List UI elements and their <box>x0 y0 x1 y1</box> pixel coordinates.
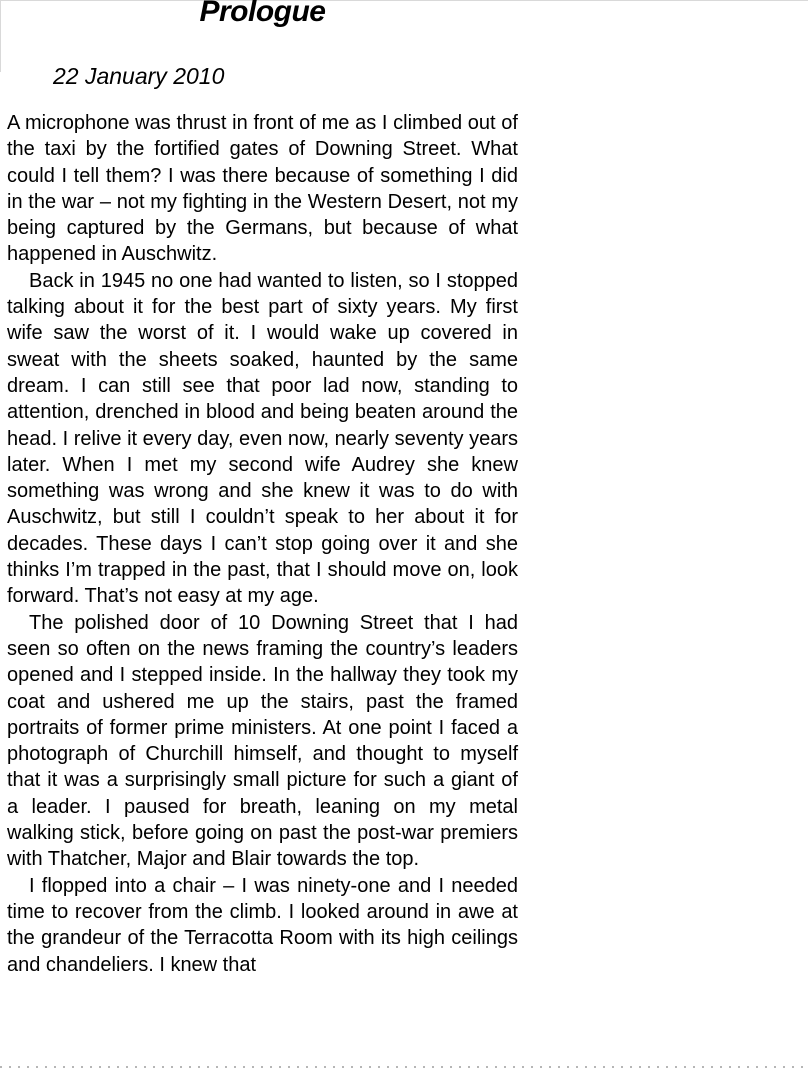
date-line: 22 January 2010 <box>53 63 225 89</box>
paragraph-2: Back in 1945 no one had wanted to listen, so I stopped talking about it for the best part of sixty years. My first wife saw the worst of it. I would wake up covered in sweat with the sheets soaked, haunted by the same dream. I can still see that poor lad now, standing to attention, drenched in blood and being beaten around the head. I relive it every day, even now, nearly seventy years later. When I met my second wife Audrey she knew something was wrong and she knew it was to do with Auschwitz, but still I couldn’t speak to her about it for decades. These days I can’t stop going over it and she thinks I’m trapped in the past, that I should move on, look forward. That’s not easy at my age. <box>7 269 519 608</box>
paragraph-3: The polished door of 10 Downing Street that I had seen so often on the news framing the country’s leaders opened and I stepped inside. In the hallway they took my coat and ushered me up the stairs, past the framed portraits of former prime ministers. At one point I faced a photograph of Churchill himself, and thought to myself that it was a surprisingly small picture for such a giant of a leader. I paused for breath, leaning on my metal walking stick, before going on past the post-war premiers with Thatcher, Major and Blair towards the top. <box>7 611 518 871</box>
chapter-heading: Prologue <box>199 0 326 28</box>
body-text <box>7 110 518 978</box>
page-content <box>7 0 518 978</box>
paragraph-4: I flopped into a chair – I was ninety-one and I needed time to recover from the climb. I looked around in awe at the grandeur of the Terracotta Room with its high ceilings and chandeliers. I knew that <box>7 874 518 976</box>
page-left-edge <box>0 0 1 72</box>
paragraph-1: A microphone was thrust in front of me as I climbed out of the taxi by the fortified gates of Downing Street. What could I tell them? I was there because of something I did in the war – not my fighting in the Western Desert, not my being captured by the Germans, but because of what happened in Auschwitz. <box>7 112 518 266</box>
next-line-peek <box>0 1066 808 1068</box>
